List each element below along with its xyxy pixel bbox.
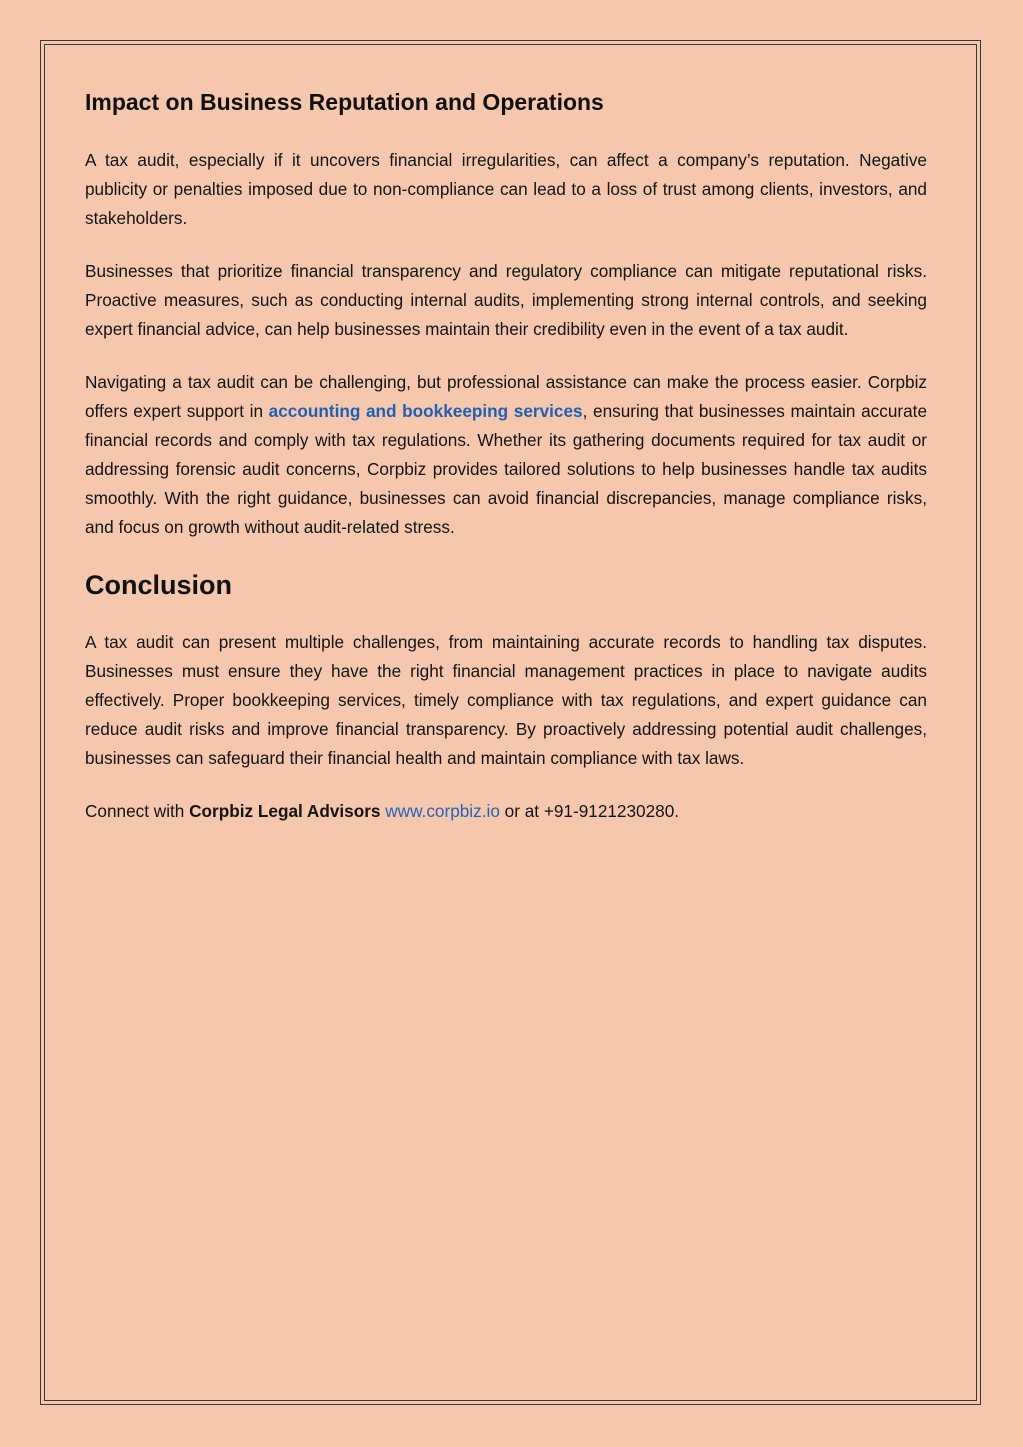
contact-prefix: Connect with <box>85 801 190 821</box>
impact-paragraph-3-rest: , ensuring that businesses maintain accurate financial records and comply with tax regulations. Whether its gathering documents required for tax audit or addressing forensic audit concerns, Corpbiz provides tailored solutions to help businesses handle tax audits smoothly. With the right guidance, businesses can avoid financial discrepancies, manage compliance risks, and focus on growth without audit-related stress. <box>85 401 927 537</box>
impact-paragraph-3-intro: Navigating a tax audit can be challenging, but professional assistance can make the process easier. Corpbiz offers expert support in <box>85 372 927 421</box>
impact-paragraph-3 <box>85 368 927 542</box>
conclusion-heading: Conclusion <box>85 570 232 600</box>
impact-paragraph-1: A tax audit, especially if it uncovers financial irregularities, can affect a company’s reputation. Negative publicity or penalties imposed due to non-compliance can lead to a loss of trust among clients, investors, and stakeholders. <box>85 150 927 228</box>
document-content <box>85 84 927 850</box>
accounting-bookkeeping-link[interactable]: accounting and bookkeeping services <box>268 401 583 421</box>
impact-paragraph-2: Businesses that prioritize financial transparency and regulatory compliance can mitigate reputational risks. Proactive measures, such as conducting internal audits, implementing strong internal controls, and seeking expert financial advice, can help businesses maintain their credibility even in the event of a tax audit. <box>85 261 927 339</box>
company-name: Corpbiz Legal Advisors <box>189 801 381 821</box>
contact-line <box>85 797 927 826</box>
website-link[interactable]: www.corpbiz.io <box>385 801 500 821</box>
contact-suffix: or at +91-9121230280. <box>499 801 680 821</box>
impact-heading: Impact on Business Reputation and Operations <box>85 89 604 115</box>
conclusion-paragraph: A tax audit can present multiple challenges, from maintaining accurate records to handling tax disputes. Businesses must ensure they have the right financial management practices in place to navigate audits effectively. Proper bookkeeping services, timely compliance with tax regulations, and expert guidance can reduce audit risks and improve financial transparency. By proactively addressing potential audit challenges, businesses can safeguard their financial health and maintain compliance with tax laws. <box>85 632 927 768</box>
